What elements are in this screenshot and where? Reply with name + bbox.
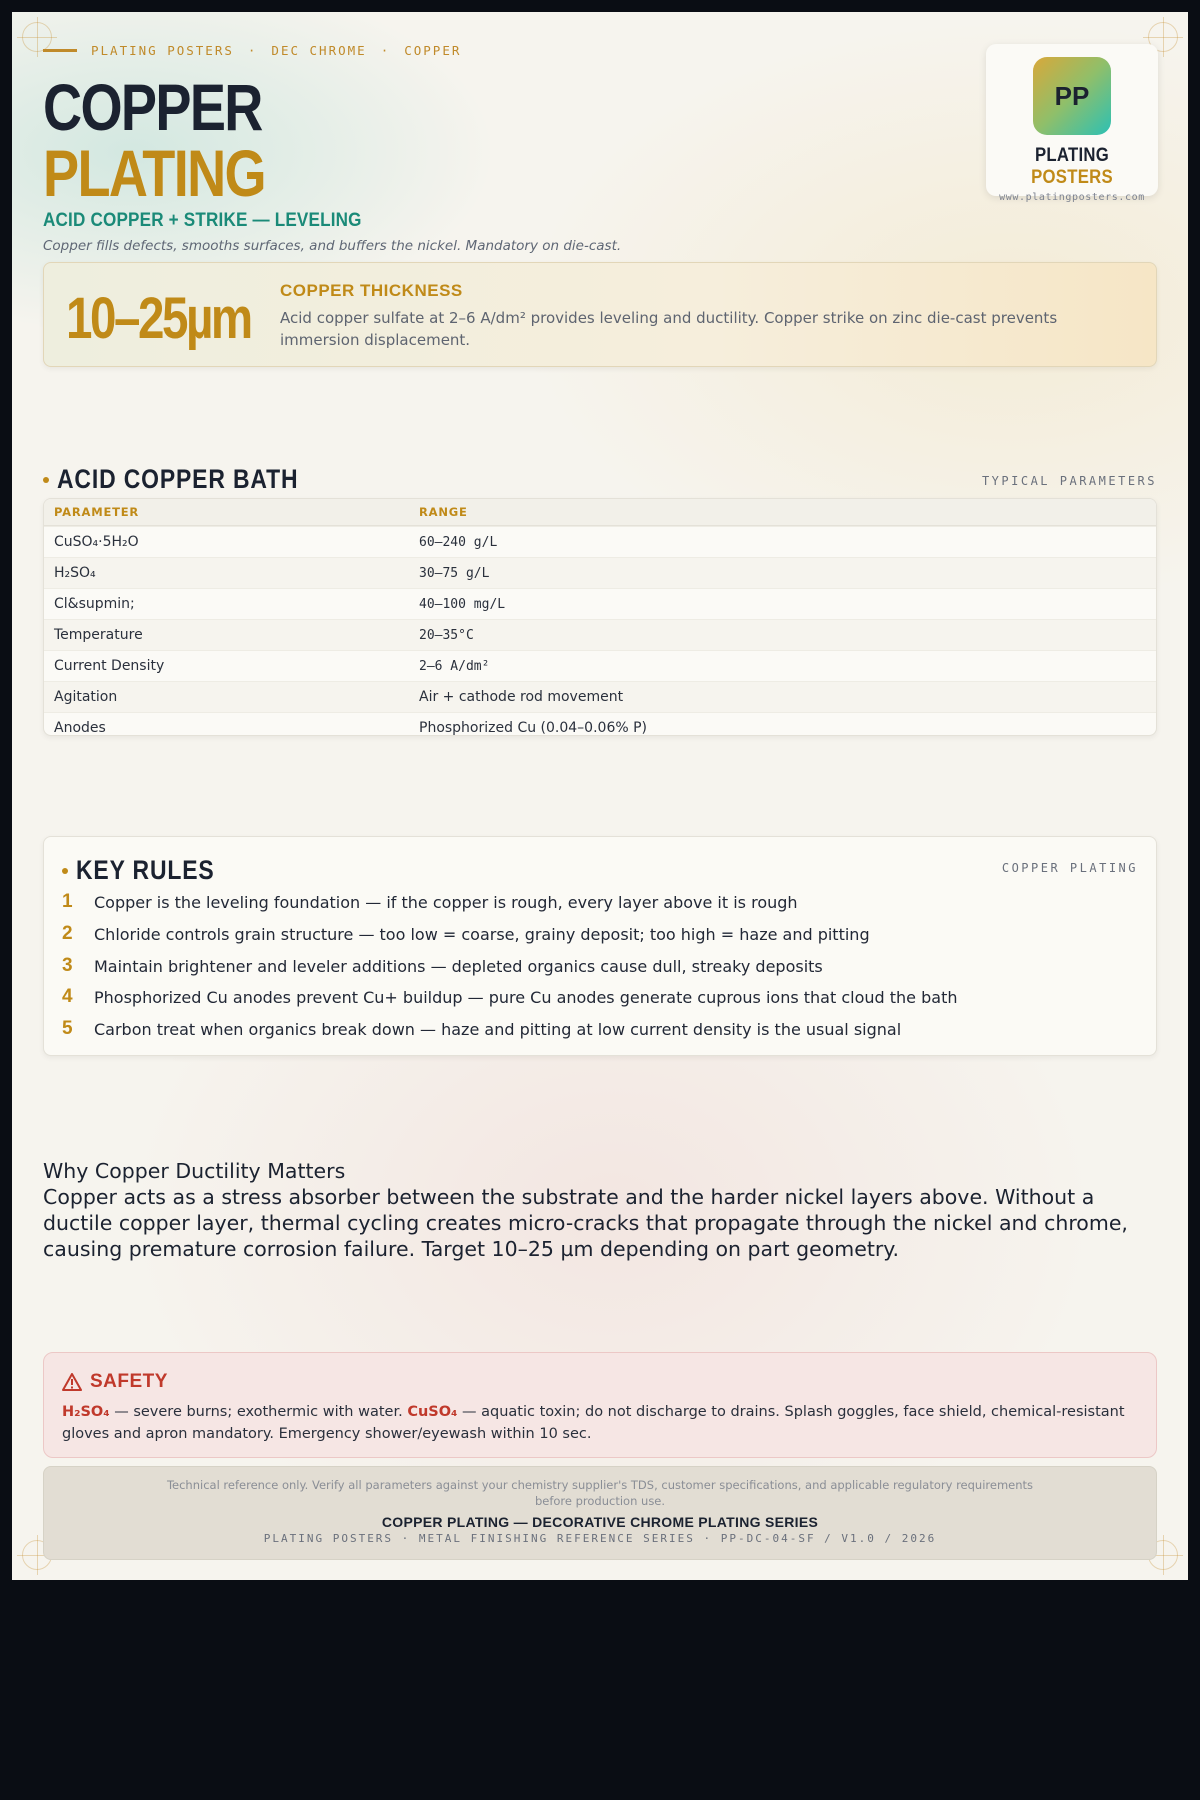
rule-item [62, 923, 870, 945]
bath-tag: TYPICAL PARAMETERS [981, 474, 1157, 488]
ductility-heading: Why Copper Ductility Matters [43, 1159, 346, 1183]
table-row [44, 619, 1156, 650]
column-header: PARAMETER [54, 505, 140, 519]
table-row [44, 712, 1156, 736]
footer [43, 1466, 1157, 1560]
safety-heading [62, 1371, 168, 1393]
rule-number: 5 [62, 1018, 73, 1039]
footer-series: COPPER PLATING — DECORATIVE CHROME PLATING SERIES [381, 1514, 819, 1530]
footer-disclaimer: Technical reference only. Verify all parameters against your chemistry supplier's TDS, customer specifications, and applicable regulatory requirements before production use. [166, 1478, 1034, 1508]
param-cell: Current Density [54, 658, 165, 674]
title-line-1: COPPER [43, 70, 262, 144]
rule-item [62, 1018, 901, 1040]
param-cell: Cl&supmin; [54, 596, 135, 612]
param-cell: Temperature [54, 627, 143, 643]
safety-title: SAFETY [90, 1371, 168, 1392]
table-header-row [44, 499, 1156, 526]
rule-text: Phosphorized Cu anodes prevent Cu+ buildup — pure Cu anodes generate cuprous ions that cloud the bath [94, 987, 958, 1007]
table-row [44, 588, 1156, 619]
range-cell: 40–100 mg/L [419, 596, 506, 612]
thickness-callout [43, 262, 1157, 367]
range-cell: 60–240 g/L [419, 534, 498, 550]
title-line-2: PLATING [43, 136, 266, 210]
safety-box [43, 1352, 1157, 1458]
chemical-name: CuSO₄ [407, 1404, 458, 1420]
range-cell: Phosphorized Cu (0.04–0.06% P) [419, 720, 648, 736]
rule-item [62, 986, 957, 1008]
ductility-body: Copper acts as a stress absorber between the substrate and the harder nickel layers above. Without a ductile copper layer, thermal cycling creates micro-cracks that propagate through the nickel and chrome, causing premature corrosion failure. Target 10–25 µm depending on part geometry. [43, 1185, 1128, 1261]
param-cell: Anodes [54, 720, 106, 736]
eyebrow [43, 43, 461, 58]
logo-name-part1: PLATING [1034, 145, 1109, 166]
logo-mark: PP [1033, 57, 1111, 135]
rules-section-heading [62, 855, 239, 886]
rule-text: Carbon treat when organics break down — haze and pitting at low current density is the usual signal [94, 1019, 902, 1039]
bullet-icon [62, 868, 68, 874]
table-row [44, 650, 1156, 681]
thickness-heading: COPPER THICKNESS [280, 281, 463, 300]
rules-tag: COPPER PLATING [1001, 861, 1138, 875]
tagline: Copper fills defects, smooths surfaces, and buffers the nickel. Mandatory on die-cast. [43, 238, 622, 254]
rules-title: KEY RULES [76, 855, 215, 885]
bath-title: ACID COPPER BATH [57, 464, 299, 494]
logo-name [996, 145, 1147, 189]
chemical-name: H₂SO₄ [62, 1404, 110, 1420]
rule-item [62, 955, 823, 977]
eyebrow-item: DEC CHROME [271, 43, 367, 58]
logo-url[interactable]: www.platingposters.com [999, 192, 1145, 203]
param-cell: Agitation [54, 689, 118, 705]
eyebrow-separator: · [380, 43, 391, 58]
rule-text: Copper is the leveling foundation — if the copper is rough, every layer above it is rough [94, 892, 798, 912]
table-row [44, 681, 1156, 712]
logo-name-part2: POSTERS [1031, 167, 1113, 188]
eyebrow-bar [43, 49, 77, 52]
rule-number: 4 [62, 986, 73, 1007]
subtitle: ACID COPPER + STRIKE — LEVELING [43, 210, 362, 231]
rule-item [62, 891, 798, 913]
safety-text-part: — aquatic toxin; do not discharge to drains. Splash goggles, face shield, chemical-resistant gloves and apron mandatory. Emergency shower/eyewash within 10 sec. [62, 1404, 1125, 1442]
rule-text: Chloride controls grain structure — too low = coarse, grainy deposit; too high = haze and pitting [94, 924, 870, 944]
bullet-icon [43, 477, 49, 483]
param-cell: H₂SO₄ [54, 565, 96, 581]
table-row [44, 526, 1156, 557]
page-title [43, 70, 266, 210]
range-cell: 30–75 g/L [419, 565, 490, 581]
poster [12, 12, 1188, 1580]
table-row [44, 557, 1156, 588]
eyebrow-item: PLATING POSTERS [91, 43, 234, 58]
range-cell: 2–6 A/dm² [419, 658, 490, 674]
warning-icon [62, 1373, 82, 1391]
safety-text [62, 1401, 1132, 1445]
bath-section-heading [43, 464, 341, 495]
range-cell: 20–35°C [419, 627, 474, 643]
rule-number: 2 [62, 923, 73, 944]
bath-table [43, 498, 1157, 736]
safety-text-part: — severe burns; exothermic with water. [109, 1404, 408, 1420]
column-header: RANGE [419, 505, 468, 519]
eyebrow-item: COPPER [404, 43, 462, 58]
footer-meta: PLATING POSTERS · METAL FINISHING REFERENCE SERIES · PP-DC-04-SF / V1.0 / 2026 [263, 1532, 937, 1545]
param-cell: CuSO₄·5H₂O [54, 534, 139, 550]
thickness-value: 10–25µm [66, 286, 251, 351]
rule-text: Maintain brightener and leveler additions — depleted organics cause dull, streaky deposits [94, 956, 823, 976]
range-cell: Air + cathode rod movement [419, 689, 624, 705]
rule-number: 1 [62, 891, 73, 912]
thickness-description: Acid copper sulfate at 2–6 A/dm² provides leveling and ductility. Copper strike on zinc die-cast prevents immersion displacement. [280, 309, 1058, 349]
logo-card[interactable] [986, 44, 1158, 203]
key-rules-card [43, 836, 1157, 1056]
rule-number: 3 [62, 955, 73, 976]
eyebrow-separator: · [247, 43, 258, 58]
ductility-section [43, 1158, 1163, 1262]
